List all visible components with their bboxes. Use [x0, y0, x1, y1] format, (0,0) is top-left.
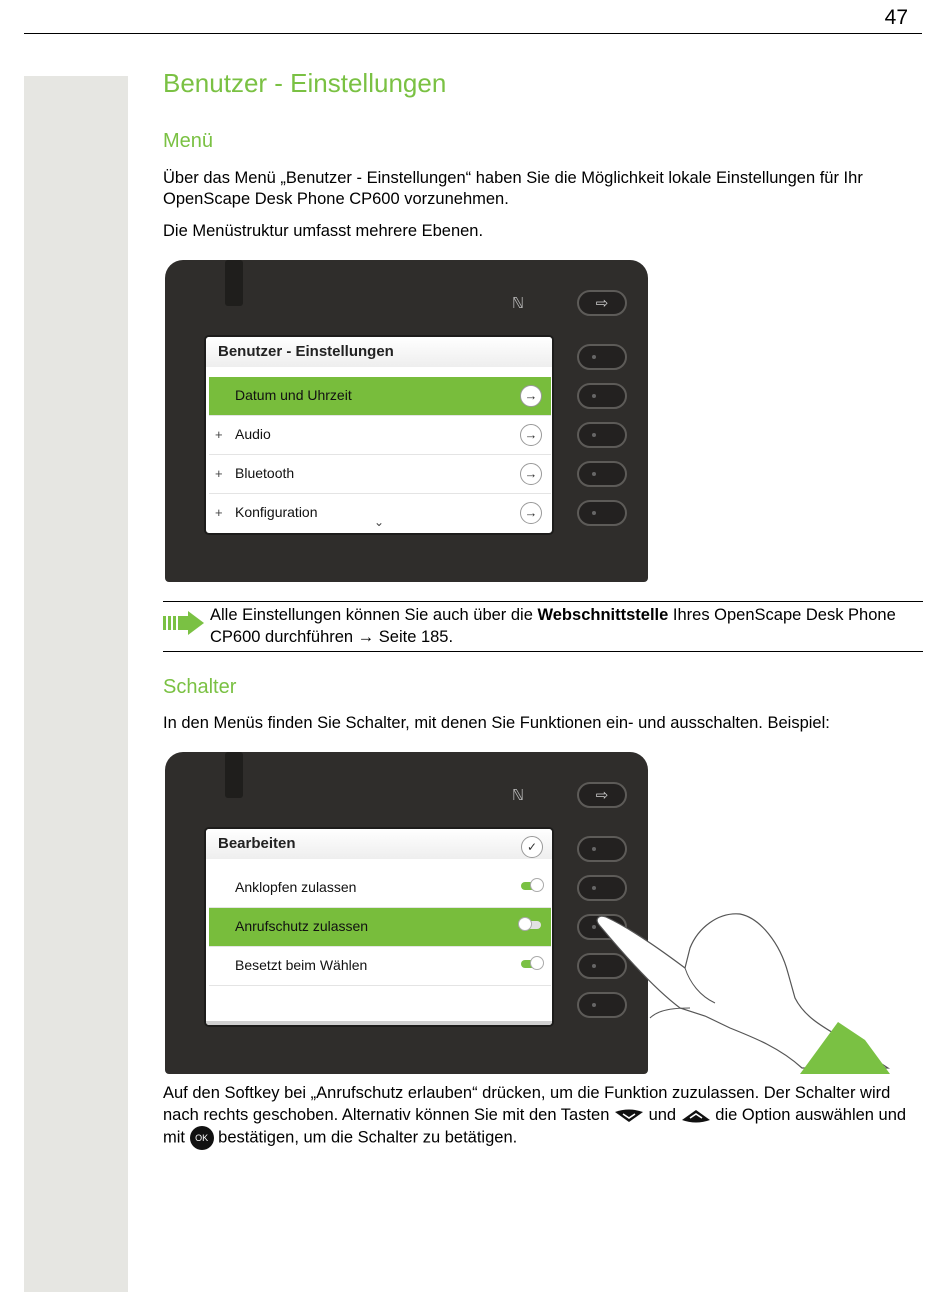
- switch-instructions: [163, 1082, 923, 1150]
- instructions-text-3: bestätigen, um die Schalter zu betätigen.: [213, 1128, 518, 1147]
- softkey-2[interactable]: [577, 875, 627, 901]
- switch-item[interactable]: [209, 947, 551, 986]
- note-text: [210, 604, 922, 648]
- menu-item-label: Audio: [235, 426, 271, 442]
- toggle-switch-off[interactable]: [521, 921, 541, 929]
- instructions-text-2: die Option auswählen und mit: [163, 1106, 907, 1147]
- screen-title: Bearbeiten: [206, 829, 552, 859]
- toggle-switch-on[interactable]: [521, 960, 541, 968]
- phone-illustration-menu: [165, 260, 648, 582]
- menu-item-label: Bluetooth: [235, 465, 295, 481]
- exit-key[interactable]: [577, 782, 627, 808]
- screen-bottom-bar: [206, 1021, 552, 1025]
- exit-icon: ⇨: [595, 295, 609, 312]
- note-rule-top: [163, 601, 923, 602]
- menu-item[interactable]: [209, 416, 551, 455]
- softkey-1[interactable]: [577, 344, 627, 370]
- softkey-1[interactable]: [577, 836, 627, 862]
- arrow-right-icon[interactable]: →: [520, 463, 542, 485]
- nfc-icon: ℕ: [512, 786, 525, 804]
- section-heading-switch: Schalter: [163, 676, 237, 698]
- switch-item-label: Anklopfen zulassen: [235, 879, 357, 895]
- arrow-right-icon[interactable]: →: [520, 502, 542, 524]
- switch-intro-paragraph: In den Menüs finden Sie Schalter, mit denen Sie Funktionen ein- und ausschalten. Beispiel:: [163, 714, 830, 732]
- checkmark-icon[interactable]: ✓: [521, 836, 543, 858]
- toggle-switch-on[interactable]: [521, 882, 541, 890]
- expand-plus-icon: +: [215, 466, 223, 481]
- phone-screen: [204, 335, 554, 535]
- menu-item[interactable]: [209, 455, 551, 494]
- instructions-text-und: und: [643, 1106, 681, 1124]
- nav-down-icon: [614, 1109, 644, 1123]
- menu-item-label: Konfiguration: [235, 504, 318, 520]
- page-title: Benutzer - Einstellungen: [163, 68, 447, 98]
- menu-item-label: Datum und Uhrzeit: [235, 387, 352, 403]
- expand-plus-icon: +: [215, 505, 223, 520]
- exit-icon: ⇨: [595, 787, 609, 804]
- screen-title: Benutzer - Einstellungen: [206, 337, 552, 367]
- note-text-end: Ihres OpenScape Desk Phone CP600 durchführen → Seite 185.: [210, 606, 896, 646]
- intro-paragraph: Über das Menü „Benutzer - Einstellungen“ haben Sie die Möglichkeit lokale Einstellungen für Ihr OpenScape Desk Phone CP600 vorzunehmen.: [163, 169, 863, 208]
- switch-item[interactable]: [209, 869, 551, 908]
- switch-item-label: Besetzt beim Wählen: [235, 957, 368, 973]
- note-rule-bottom: [163, 651, 923, 652]
- phone-screen: [204, 827, 554, 1027]
- arrow-right-icon[interactable]: →: [520, 385, 542, 407]
- hand-pointer-icon: [590, 908, 890, 1078]
- nfc-icon: ℕ: [512, 294, 525, 312]
- softkey-5[interactable]: [577, 500, 627, 526]
- scroll-more-icon: ⌄: [374, 515, 385, 529]
- expand-plus-icon: +: [215, 427, 223, 442]
- phone-illustration-switch: [165, 752, 648, 1074]
- intro-paragraph-2: Die Menüstruktur umfasst mehrere Ebenen.: [163, 222, 484, 240]
- switch-item-label: Anrufschutz zulassen: [235, 918, 369, 934]
- section-heading-menu: Menü: [163, 130, 214, 152]
- nav-up-icon: [681, 1109, 711, 1123]
- note-text-bold: Webschnittstelle: [537, 606, 669, 624]
- handset-slot: [225, 752, 243, 798]
- header-rule: [24, 33, 922, 34]
- page-number: 47: [884, 6, 908, 29]
- note-arrow-icon: [163, 611, 205, 635]
- page-sidebar: [24, 76, 128, 1292]
- ok-key-icon: OK: [190, 1126, 214, 1150]
- handset-slot: [225, 260, 243, 306]
- arrow-right-icon[interactable]: →: [520, 424, 542, 446]
- menu-item[interactable]: [209, 377, 551, 416]
- instructions-text-1: Auf den Softkey bei „Anrufschutz erlauben“ drücken, um die Funktion zuzulassen. Der Schalter wird nach rechts geschoben. Alternativ können Sie mit den Tasten: [163, 1084, 891, 1124]
- softkey-2[interactable]: [577, 383, 627, 409]
- softkey-3[interactable]: [577, 422, 627, 448]
- switch-item[interactable]: [209, 908, 551, 947]
- exit-key[interactable]: [577, 290, 627, 316]
- note-text-start: Alle Einstellungen können Sie auch über die: [210, 606, 538, 624]
- softkey-4[interactable]: [577, 461, 627, 487]
